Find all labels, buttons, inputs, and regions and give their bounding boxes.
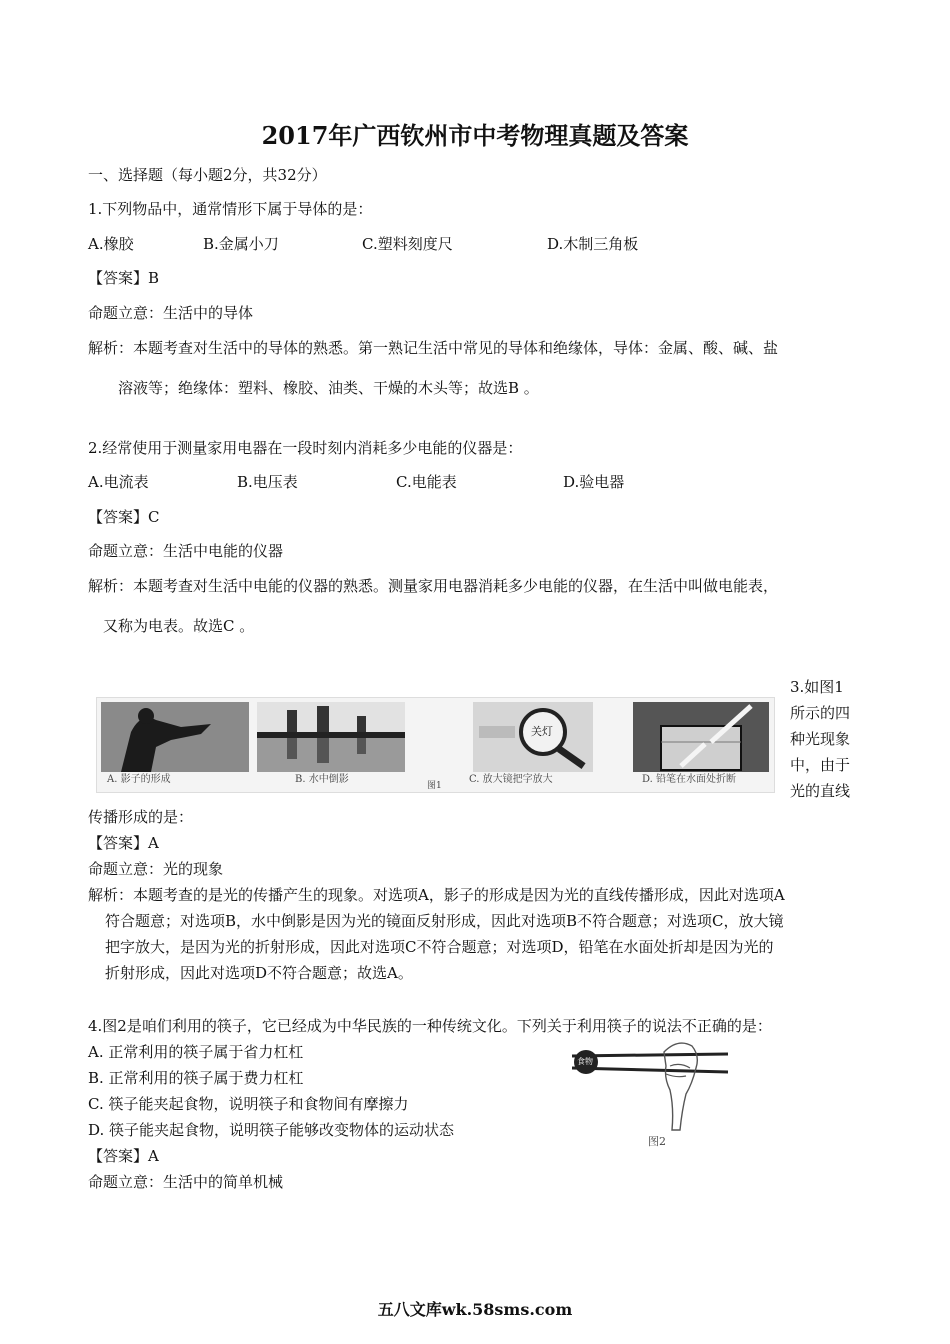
magnifier-text: 关灯 xyxy=(531,725,553,738)
q4-option-d: D. 筷子能夹起食物，说明筷子能够改变物体的运动状态 xyxy=(88,1121,455,1139)
figure-1-caption-d: D. 铅笔在水面处折断 xyxy=(642,774,737,785)
q1-option-d: D.木制三角板 xyxy=(547,235,639,253)
figure-1-panel-a xyxy=(101,702,249,772)
q4-intent: 命题立意：生活中的简单机械 xyxy=(88,1173,284,1191)
shadow-image xyxy=(101,702,249,772)
figure-1-panel-b xyxy=(257,702,405,772)
q2-answer: 【答案】C xyxy=(88,508,160,526)
q1-option-c: C.塑料刻度尺 xyxy=(362,235,453,253)
q2-intent: 命题立意：生活中电能的仪器 xyxy=(88,542,284,560)
figure-1 xyxy=(96,697,775,793)
section-heading: 一、选择题（每小题2分，共32分） xyxy=(88,166,327,184)
q3-stem-line-5: 光的直线 xyxy=(790,782,851,800)
q3-intent: 命题立意：光的现象 xyxy=(88,860,224,878)
figure-1-caption-c: C. 放大镜把字放大 xyxy=(469,774,553,785)
q1-option-a: A.橡胶 xyxy=(88,235,134,253)
q4-option-c: C. 筷子能夹起食物，说明筷子和食物间有摩擦力 xyxy=(88,1095,409,1113)
q3-stem-line-1: 3.如图1 xyxy=(790,678,844,696)
food-label: 食物 xyxy=(577,1057,593,1066)
q1-analysis-line-1: 解析：本题考查对生活中的导体的熟悉。第一熟记生活中常见的导体和绝缘体，导体：金属、酸、碱、盐 xyxy=(88,339,779,357)
q2-option-d: D.验电器 xyxy=(563,473,625,491)
pencil-in-water-image xyxy=(633,702,769,772)
figure-1-caption-b: B. 水中倒影 xyxy=(295,774,349,785)
q2-analysis-line-1: 解析：本题考查对生活中电能的仪器的熟悉。测量家用电器消耗多少电能的仪器，在生活中叫做电能表， xyxy=(88,577,779,595)
q4-answer: 【答案】A xyxy=(88,1147,159,1165)
q1-intent: 命题立意：生活中的导体 xyxy=(88,304,254,322)
figure-1-caption-a: A. 影子的形成 xyxy=(107,774,171,785)
q4-stem: 4.图2是咱们利用的筷子，它已经成为中华民族的一种传统文化。下列关于利用筷子的说法不正确的是： xyxy=(88,1017,772,1035)
q3-stem-line-4: 中，由于 xyxy=(790,756,851,774)
q1-stem: 1.下列物品中，通常情形下属于导体的是： xyxy=(88,200,373,218)
q4-option-b: B. 正常利用的筷子属于费力杠杠 xyxy=(88,1069,304,1087)
q1-answer: 【答案】B xyxy=(88,269,160,287)
q3-analysis-line-4: 折射形成，因此对选项D不符合题意；故选A。 xyxy=(105,964,413,982)
q2-analysis-line-2: 又称为电表。故选C 。 xyxy=(103,617,255,635)
q2-stem: 2.经常使用于测量家用电器在一段时刻内消耗多少电能的仪器是： xyxy=(88,439,523,457)
figure-1-panel-d xyxy=(633,702,769,772)
q3-stem-line-2: 所示的四 xyxy=(790,704,851,722)
figure-1-label: 图1 xyxy=(427,781,442,791)
q1-analysis-line-2: 溶液等；绝缘体：塑料、橡胶、油类、干燥的木头等；故选B 。 xyxy=(118,379,539,397)
figure-2-label: 图2 xyxy=(648,1135,666,1148)
figure-2 xyxy=(568,1038,734,1156)
reflection-image xyxy=(257,702,405,772)
q3-answer: 【答案】A xyxy=(88,834,159,852)
q4-option-a: A. 正常利用的筷子属于省力杠杠 xyxy=(88,1043,304,1061)
footer-watermark: 五八文库wk.58sms.com xyxy=(377,1300,573,1319)
q2-option-c: C.电能表 xyxy=(396,473,457,491)
q2-option-b: B.电压表 xyxy=(237,473,298,491)
q3-analysis-line-1: 解析：本题考查的是光的传播产生的现象。对选项A，影子的形成是因为光的直线传播形成，因此对选项A xyxy=(88,886,785,904)
q3-analysis-line-3: 把字放大，是因为光的折射形成，因此对选项C不符合题意；对选项D，铅笔在水面处折却是因为光的 xyxy=(105,938,774,956)
q2-option-a: A.电流表 xyxy=(88,473,149,491)
q3-stem-end: 传播形成的是： xyxy=(88,808,194,826)
q3-stem-line-3: 种光现象 xyxy=(790,730,851,748)
figure-1-panel-c xyxy=(473,702,593,772)
q1-option-b: B.金属小刀 xyxy=(203,235,279,253)
page-title: 2017年广西钦州市中考物理真题及答案 xyxy=(261,121,689,150)
q3-analysis-line-2: 符合题意；对选项B，水中倒影是因为光的镜面反射形成，因此对选项B不符合题意；对选项C，放大镜 xyxy=(105,912,784,930)
